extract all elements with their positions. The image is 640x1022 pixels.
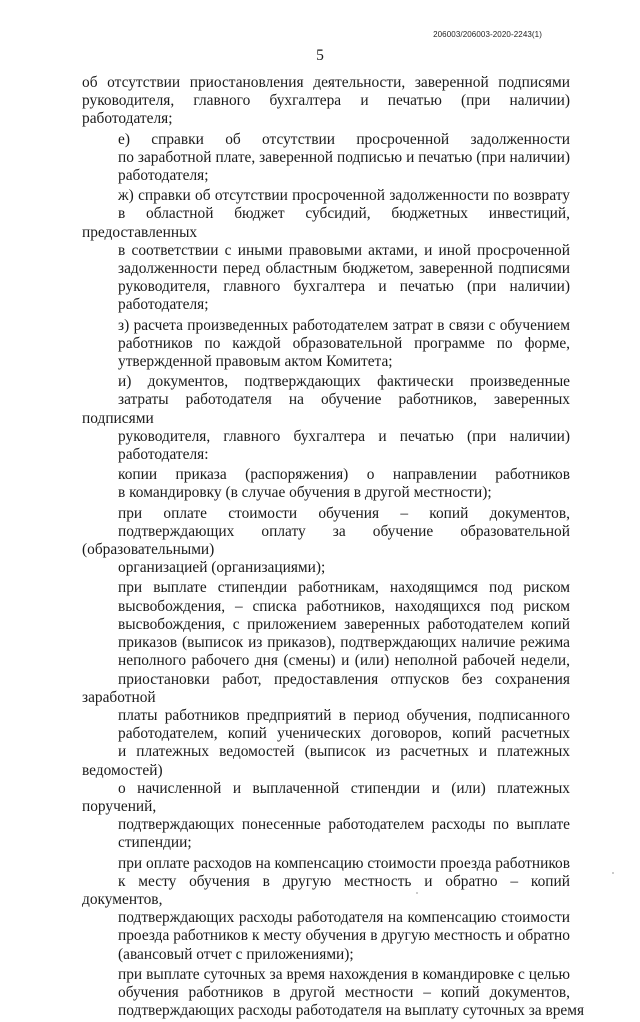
text-line: в областной бюджет субсидий, бюджетных инвестиций, предоставленных bbox=[82, 205, 570, 241]
text-line: высвобождения, – списка работников, находящихся под риском bbox=[118, 597, 570, 615]
text-line: з) расчета произведенных работодателем затрат в связи с обучением bbox=[118, 316, 570, 334]
text-line: по заработной плате, заверенной подписью и печатью (при наличии) bbox=[118, 148, 570, 166]
paragraph bbox=[82, 505, 570, 578]
paragraph bbox=[82, 373, 570, 464]
text-line: подтверждающих расходы работодателя на выплату суточных за время bbox=[118, 1002, 585, 1020]
text-line: руководителя, главного бухгалтера и печатью (при наличии) bbox=[118, 427, 570, 445]
text-line: копии приказа (распоряжения) о направлении работников bbox=[118, 466, 570, 484]
text-line: приостановки работ, предоставления отпусков без сохранения заработной bbox=[82, 670, 570, 706]
paragraph bbox=[82, 74, 570, 129]
text-line: работодателя; bbox=[118, 296, 209, 314]
text-line: работников по каждой образовательной программе по форме, bbox=[118, 334, 570, 352]
text-line: при оплате стоимости обучения – копий документов, bbox=[118, 504, 570, 522]
text-line: затраты работодателя на обучение работников, заверенных подписями bbox=[82, 391, 570, 427]
text-line: и платежных ведомостей (выписок из расчетных и платежных ведомостей) bbox=[82, 743, 570, 779]
document-registration-number: 206003/206003-2020-2243(1) bbox=[433, 30, 542, 39]
text-line: работодателя: bbox=[118, 446, 209, 464]
text-line: руководителя, главного бухгалтера и печатью (при наличии) bbox=[82, 92, 570, 110]
text-line: обучения работников в другой местности – копий документов, bbox=[118, 983, 570, 1001]
text-line: е) справки об отсутствии просроченной задолженности bbox=[118, 130, 570, 148]
text-line: о начисленной и выплаченной стипендии и (или) платежных поручений, bbox=[82, 779, 570, 815]
page-number: 5 bbox=[316, 47, 324, 64]
text-line: работодателя; bbox=[118, 167, 209, 185]
paragraph bbox=[82, 855, 570, 964]
text-line: работодателя; bbox=[82, 110, 173, 128]
paragraph bbox=[82, 317, 570, 372]
text-line: при выплате стипендии работникам, находящимся под риском bbox=[118, 579, 570, 597]
text-line: работодателем, копий ученических договоров, копий расчетных bbox=[118, 725, 570, 743]
document-body bbox=[82, 74, 585, 1022]
text-line: к месту обучения в другую местность и обратно – копий документов, bbox=[82, 872, 570, 908]
text-line: задолженности перед областным бюджетом, заверенной подписями bbox=[118, 260, 570, 278]
scan-speck bbox=[416, 892, 418, 894]
paragraph bbox=[82, 187, 570, 314]
text-line: проезда работников к месту обучения в другую местность и обратно bbox=[118, 927, 570, 945]
text-line: в соответствии с иными правовыми актами, и иной просроченной bbox=[118, 241, 570, 259]
text-line: неполного рабочего дня (смены) и (или) неполной рабочей недели, bbox=[118, 652, 570, 670]
paragraph bbox=[82, 579, 570, 852]
text-line: высвобождения, с приложением заверенных работодателем копий bbox=[118, 615, 570, 633]
text-line: в командировку (в случае обучения в другой местности); bbox=[118, 484, 492, 502]
text-line: и) документов, подтверждающих фактически произведенные bbox=[118, 373, 570, 391]
text-line: платы работников предприятий в период обучения, подписанного bbox=[118, 706, 570, 724]
text-line: об отсутствии приостановления деятельности, заверенной подписями bbox=[82, 74, 570, 91]
text-line: подтверждающих оплату за обучение образовательной (образовательными) bbox=[82, 522, 570, 559]
text-line: подтверждающих расходы работодателя на компенсацию стоимости bbox=[118, 909, 570, 927]
paragraph bbox=[82, 965, 585, 1021]
text-line: стипендии; bbox=[118, 834, 192, 852]
text-line: при выплате суточных за время нахождения в командировке с целью bbox=[118, 965, 570, 983]
text-line: приказов (выписок из приказов), подтверждающих наличие режима bbox=[118, 634, 570, 652]
text-line: ж) справки об отсутствии просроченной задолженности по возврату bbox=[118, 187, 570, 205]
text-line: при оплате расходов на компенсацию стоимости проезда работников bbox=[118, 854, 570, 872]
scan-speck bbox=[612, 872, 614, 874]
text-line: руководителя, главного бухгалтера и печатью (при наличии) bbox=[118, 278, 570, 296]
text-line: (авансовый отчет с приложениями); bbox=[118, 945, 354, 963]
text-line: организацией (организациями); bbox=[118, 559, 326, 577]
paragraph bbox=[82, 466, 570, 502]
text-line: подтверждающих понесенные работодателем расходы по выплате bbox=[118, 816, 570, 834]
text-line: утвержденной правовым актом Комитета; bbox=[118, 353, 393, 371]
paragraph bbox=[82, 131, 570, 186]
